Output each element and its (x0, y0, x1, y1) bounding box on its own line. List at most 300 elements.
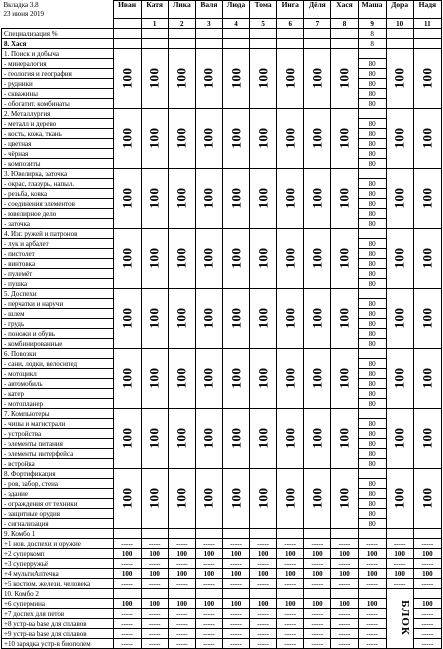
big-value: 100 (336, 247, 352, 268)
combo-value: ----- (141, 579, 168, 589)
combo-value: 100 (413, 549, 441, 559)
big-value-cell (113, 469, 141, 529)
big-value: 100 (173, 127, 189, 148)
masha-value-cell: 80 (358, 299, 386, 309)
big-value: 100 (173, 367, 189, 388)
section-item: - сани, лодки, велосипед (2, 359, 114, 369)
big-value-cell (141, 229, 168, 289)
combo-value: ----- (413, 539, 441, 549)
combo-value: ----- (113, 619, 141, 629)
section-item: - заточка (2, 219, 114, 229)
big-value-cell (331, 349, 358, 409)
empty-cell (113, 529, 141, 539)
big-value: 100 (119, 487, 135, 508)
big-value: 100 (255, 127, 271, 148)
combo-value: 100 (277, 599, 304, 609)
section-item: - автомобиль (2, 379, 114, 389)
spec-cell (277, 29, 304, 39)
big-value: 100 (419, 367, 435, 388)
section-item: - чипы и магистрали (2, 419, 114, 429)
subheader-label: 8. Хася (2, 39, 114, 49)
column-name: Маша (358, 1, 386, 19)
combo-value: ----- (250, 619, 277, 629)
big-value-cell (195, 409, 222, 469)
spec-cell (386, 29, 413, 39)
big-value: 100 (391, 367, 407, 388)
big-value: 100 (146, 367, 162, 388)
section-item: - элементы питания (2, 439, 114, 449)
masha-value-cell: 80 (358, 199, 386, 209)
big-value: 100 (119, 127, 135, 148)
big-value-cell (304, 409, 331, 469)
combo-value: ----- (331, 619, 358, 629)
big-value-cell (250, 49, 277, 109)
combo-value: ----- (413, 639, 441, 649)
big-value-cell (277, 169, 304, 229)
big-value-cell (386, 469, 413, 529)
masha-value-cell: 80 (358, 139, 386, 149)
section-title-row (2, 409, 442, 419)
masha-value-cell (358, 109, 386, 119)
combo-value: ----- (222, 639, 249, 649)
big-value-cell (141, 49, 168, 109)
masha-value-cell (358, 349, 386, 359)
big-value: 100 (228, 307, 243, 328)
combo-value: ----- (222, 539, 249, 549)
masha-value-cell: 80 (358, 69, 386, 79)
big-value: 100 (228, 427, 243, 448)
combo-value: ----- (141, 639, 168, 649)
masha-value-cell: 80 (358, 449, 386, 459)
combo-row-label: +6 супермина (2, 599, 114, 609)
masha-value-cell: 80 (358, 509, 386, 519)
combo-row-label: +1 нов. доспехи и оружие (2, 539, 114, 549)
section-item: - встройка (2, 459, 114, 469)
combo-value: ----- (331, 579, 358, 589)
big-value: 100 (173, 67, 189, 88)
combo-value: 100 (113, 549, 141, 559)
spec-cell (250, 29, 277, 39)
column-number: 7 (304, 19, 331, 29)
column-name: Инга (277, 1, 304, 19)
big-value: 100 (255, 307, 271, 328)
big-value-cell (250, 169, 277, 229)
big-value-cell (250, 409, 277, 469)
empty-cell (413, 589, 441, 599)
big-value-cell (250, 289, 277, 349)
spec-cell (304, 39, 331, 49)
big-value: 100 (255, 67, 271, 88)
combo-value: 100 (358, 549, 386, 559)
section-title: 6. Повозки (2, 349, 114, 359)
big-value-cell (222, 109, 249, 169)
big-value-cell (168, 109, 195, 169)
masha-value-cell (358, 169, 386, 179)
big-value: 100 (255, 427, 271, 448)
combo-value: ----- (195, 559, 222, 569)
empty-cell (304, 529, 331, 539)
spec-cell (141, 29, 168, 39)
combo-value: 100 (386, 549, 413, 559)
masha-value-cell: 80 (358, 129, 386, 139)
big-value: 100 (146, 247, 162, 268)
section-item: - грудь (2, 319, 114, 329)
section-item: - здание (2, 489, 114, 499)
section-item: - ювелирное дело (2, 209, 114, 219)
empty-cell (304, 589, 331, 599)
big-value: 100 (255, 247, 271, 268)
big-value: 100 (228, 187, 243, 208)
spec-cell (222, 29, 249, 39)
big-value-cell (113, 169, 141, 229)
big-value-cell (413, 49, 441, 109)
combo-value: ----- (331, 639, 358, 649)
column-name: Люда (222, 1, 249, 19)
big-value-cell (141, 349, 168, 409)
masha-value-cell: 80 (358, 359, 386, 369)
big-value: 100 (146, 127, 162, 148)
combo-title-row (2, 589, 442, 599)
empty-cell (113, 589, 141, 599)
big-value-cell (386, 349, 413, 409)
empty-cell (195, 589, 222, 599)
combo-value: 100 (331, 549, 358, 559)
column-name: Дора (386, 1, 413, 19)
big-value: 100 (200, 67, 216, 88)
big-value: 100 (282, 247, 298, 268)
big-value-cell (141, 469, 168, 529)
combo-value: ----- (222, 559, 249, 569)
section-item: - пушка (2, 279, 114, 289)
combo-value: ----- (277, 609, 304, 619)
empty-cell (141, 529, 168, 539)
big-value: 100 (309, 187, 325, 208)
combo-value: 100 (113, 599, 141, 609)
big-value-cell (113, 409, 141, 469)
big-value-cell (413, 289, 441, 349)
big-value-cell (304, 469, 331, 529)
section-item: - мотоцикл (2, 369, 114, 379)
section-title-row (2, 349, 442, 359)
combo-value: ----- (277, 579, 304, 589)
big-value-cell (386, 229, 413, 289)
section-item: - элементы интерфейса (2, 449, 114, 459)
section-title: 3. Ювелирка, заточка (2, 169, 114, 179)
column-name: Валя (195, 1, 222, 19)
big-value: 100 (419, 427, 435, 448)
section-title-row (2, 49, 442, 59)
combo-value: ----- (304, 629, 331, 639)
masha-value-cell (358, 289, 386, 299)
big-value-cell (413, 109, 441, 169)
spec-cell (222, 39, 249, 49)
combo-value: 100 (413, 599, 441, 609)
big-value: 100 (419, 247, 435, 268)
combo-value: ----- (168, 639, 195, 649)
section-item: - сигнализация (2, 519, 114, 529)
combo-value: ----- (168, 629, 195, 639)
big-value: 100 (309, 307, 325, 328)
big-value: 100 (200, 127, 216, 148)
big-value-cell (141, 289, 168, 349)
section-item: - поножи и обувь (2, 329, 114, 339)
masha-value-cell: 80 (358, 259, 386, 269)
big-value-cell (413, 469, 441, 529)
big-value: 100 (282, 427, 298, 448)
section-item: - катер (2, 389, 114, 399)
combo-row-label: +9 устр-ва base для сплавов (2, 629, 114, 639)
section-item: - рудники (2, 79, 114, 89)
column-number (113, 19, 141, 29)
combo-value: ----- (304, 609, 331, 619)
masha-value-cell (358, 49, 386, 59)
column-number: 9 (358, 19, 386, 29)
big-value-cell (386, 409, 413, 469)
combo-value: ----- (113, 639, 141, 649)
big-value: 100 (336, 367, 352, 388)
big-value: 100 (228, 247, 243, 268)
big-value: 100 (309, 247, 325, 268)
big-value-cell (277, 49, 304, 109)
section-title-row (2, 169, 442, 179)
section-item: - пистолет (2, 249, 114, 259)
big-value-cell (331, 469, 358, 529)
spec-cell (141, 39, 168, 49)
big-value: 100 (309, 487, 325, 508)
combo-row (2, 539, 442, 549)
masha-value-cell: 80 (358, 479, 386, 489)
column-name: Дёля (304, 1, 331, 19)
combo-value: ----- (331, 539, 358, 549)
big-value: 100 (228, 67, 243, 88)
combo-value: ----- (168, 579, 195, 589)
specialization-table (1, 0, 442, 649)
combo-value: ----- (331, 559, 358, 569)
big-value-cell (331, 289, 358, 349)
big-value-cell (141, 169, 168, 229)
spec-cell (195, 39, 222, 49)
section-item: - металл и дерево (2, 119, 114, 129)
masha-value-cell: 80 (358, 209, 386, 219)
spec-cell (277, 39, 304, 49)
big-value-cell (195, 349, 222, 409)
masha-value-cell (358, 229, 386, 239)
big-value-cell (277, 349, 304, 409)
column-name: Тома (250, 1, 277, 19)
combo-value: ----- (304, 559, 331, 569)
combo-value: 100 (304, 569, 331, 579)
combo-row-label: +7 доспех для петов (2, 609, 114, 619)
section-item: - окрас, глазурь, напыл. (2, 179, 114, 189)
big-value-cell (250, 229, 277, 289)
big-value-cell (168, 349, 195, 409)
combo-value: ----- (113, 559, 141, 569)
big-value: 100 (228, 367, 243, 388)
combo-value: ----- (358, 539, 386, 549)
combo-value: 100 (168, 549, 195, 559)
section-item: - обогатит. комбинаты (2, 99, 114, 109)
big-value: 100 (146, 487, 162, 508)
combo-value: ----- (358, 559, 386, 569)
masha-value-cell: 80 (358, 399, 386, 409)
spec-cell (304, 29, 331, 39)
spec-cell (413, 39, 441, 49)
sheet-date: 23 июня 2019 (3, 10, 44, 18)
big-value-cell (331, 409, 358, 469)
big-value-cell (250, 349, 277, 409)
big-value: 100 (173, 307, 189, 328)
combo-title-row (2, 529, 442, 539)
combo-value: ----- (331, 629, 358, 639)
combo-row (2, 609, 442, 619)
big-value-cell (222, 229, 249, 289)
big-value: 100 (419, 67, 435, 88)
combo-value: 100 (250, 569, 277, 579)
big-value-cell (141, 109, 168, 169)
combo-value: ----- (277, 629, 304, 639)
big-value: 100 (391, 247, 407, 268)
section-item: - винтовка (2, 259, 114, 269)
combo-value: ----- (250, 559, 277, 569)
combo-value: 100 (141, 569, 168, 579)
big-value: 100 (119, 307, 135, 328)
combo-row (2, 629, 442, 639)
combo-value: ----- (222, 579, 249, 589)
spec-cell (331, 29, 358, 39)
combo-value: ----- (141, 539, 168, 549)
column-number: 8 (331, 19, 358, 29)
combo-value: ----- (195, 609, 222, 619)
combo-value: ----- (195, 629, 222, 639)
section-title: 1. Поиск и добыча (2, 49, 114, 59)
big-value-cell (304, 109, 331, 169)
combo-value: ----- (168, 619, 195, 629)
masha-value-cell: 80 (358, 499, 386, 509)
masha-value-cell: 80 (358, 379, 386, 389)
big-value: 100 (173, 187, 189, 208)
masha-value-cell: 80 (358, 329, 386, 339)
big-value: 100 (200, 487, 216, 508)
specialization-label: Специализация % (2, 29, 114, 39)
combo-value: ----- (141, 559, 168, 569)
column-number: 10 (386, 19, 413, 29)
column-name: Иван (113, 1, 141, 19)
big-value: 100 (282, 67, 298, 88)
combo-row-label: +10 зарядка устр-в биополем (2, 639, 114, 649)
combo-row (2, 579, 442, 589)
big-value-cell (195, 289, 222, 349)
block-label: БЛОК (398, 600, 411, 636)
combo-value: 100 (222, 599, 249, 609)
spec-cell (168, 29, 195, 39)
big-value-cell (222, 289, 249, 349)
sheet-title: Вкладка 3.8 (3, 1, 39, 9)
combo-value: 100 (168, 569, 195, 579)
spec-cell (250, 39, 277, 49)
masha-value-cell: 80 (358, 389, 386, 399)
empty-cell (250, 529, 277, 539)
column-name: Катя (141, 1, 168, 19)
masha-value-cell: 80 (358, 119, 386, 129)
empty-cell (250, 589, 277, 599)
combo-row-label: +3 суперружьё (2, 559, 114, 569)
big-value-cell (304, 229, 331, 289)
big-value: 100 (391, 67, 407, 88)
big-value: 100 (200, 367, 216, 388)
big-value: 100 (309, 427, 325, 448)
combo-value: 100 (277, 549, 304, 559)
blank-cell (2, 19, 114, 29)
combo-value: ----- (250, 629, 277, 639)
big-value: 100 (282, 187, 298, 208)
empty-cell (331, 529, 358, 539)
combo-value: ----- (141, 609, 168, 619)
column-number: 6 (277, 19, 304, 29)
big-value: 100 (282, 307, 298, 328)
empty-cell (168, 589, 195, 599)
combo-value: ----- (277, 639, 304, 649)
big-value-cell (195, 229, 222, 289)
spec-cell: 8 (358, 39, 386, 49)
big-value-cell (304, 169, 331, 229)
masha-value-cell: 80 (358, 99, 386, 109)
combo-value: ----- (222, 629, 249, 639)
masha-value-cell: 80 (358, 249, 386, 259)
big-value: 100 (309, 367, 325, 388)
section-item: - геология и география (2, 69, 114, 79)
big-value-cell (195, 109, 222, 169)
big-value: 100 (282, 127, 298, 148)
big-value: 100 (309, 67, 325, 88)
big-value-cell (113, 49, 141, 109)
masha-value-cell: 80 (358, 219, 386, 229)
spec-cell (113, 39, 141, 49)
empty-cell (413, 529, 441, 539)
combo-row (2, 569, 442, 579)
spec-cell (195, 29, 222, 39)
big-value-cell (222, 349, 249, 409)
big-value: 100 (336, 307, 352, 328)
big-value: 100 (391, 427, 407, 448)
combo-row-label: +8 устр-ва base для сплавов (2, 619, 114, 629)
combo2-title: 10. Комбо 2 (2, 589, 114, 599)
combo-value: ----- (304, 539, 331, 549)
section-item: - перчатки и наручи (2, 299, 114, 309)
empty-cell (386, 529, 413, 539)
big-value-cell (386, 289, 413, 349)
masha-value-cell: 80 (358, 429, 386, 439)
big-value: 100 (391, 187, 407, 208)
combo-value: ----- (195, 539, 222, 549)
big-value-cell (304, 349, 331, 409)
spec-cell (386, 39, 413, 49)
section-title-row (2, 109, 442, 119)
section-title: 4. Изг. ружей и патронов (2, 229, 114, 239)
section-title: 5. Доспехи (2, 289, 114, 299)
big-value: 100 (200, 427, 216, 448)
big-value: 100 (119, 367, 135, 388)
combo-value: ----- (331, 609, 358, 619)
big-value-cell (331, 229, 358, 289)
empty-cell (195, 529, 222, 539)
big-value: 100 (146, 307, 162, 328)
column-number: 2 (168, 19, 195, 29)
combo-value: ----- (304, 579, 331, 589)
big-value-cell (413, 349, 441, 409)
subheader-row (2, 39, 442, 49)
big-value: 100 (419, 187, 435, 208)
big-value: 100 (419, 127, 435, 148)
